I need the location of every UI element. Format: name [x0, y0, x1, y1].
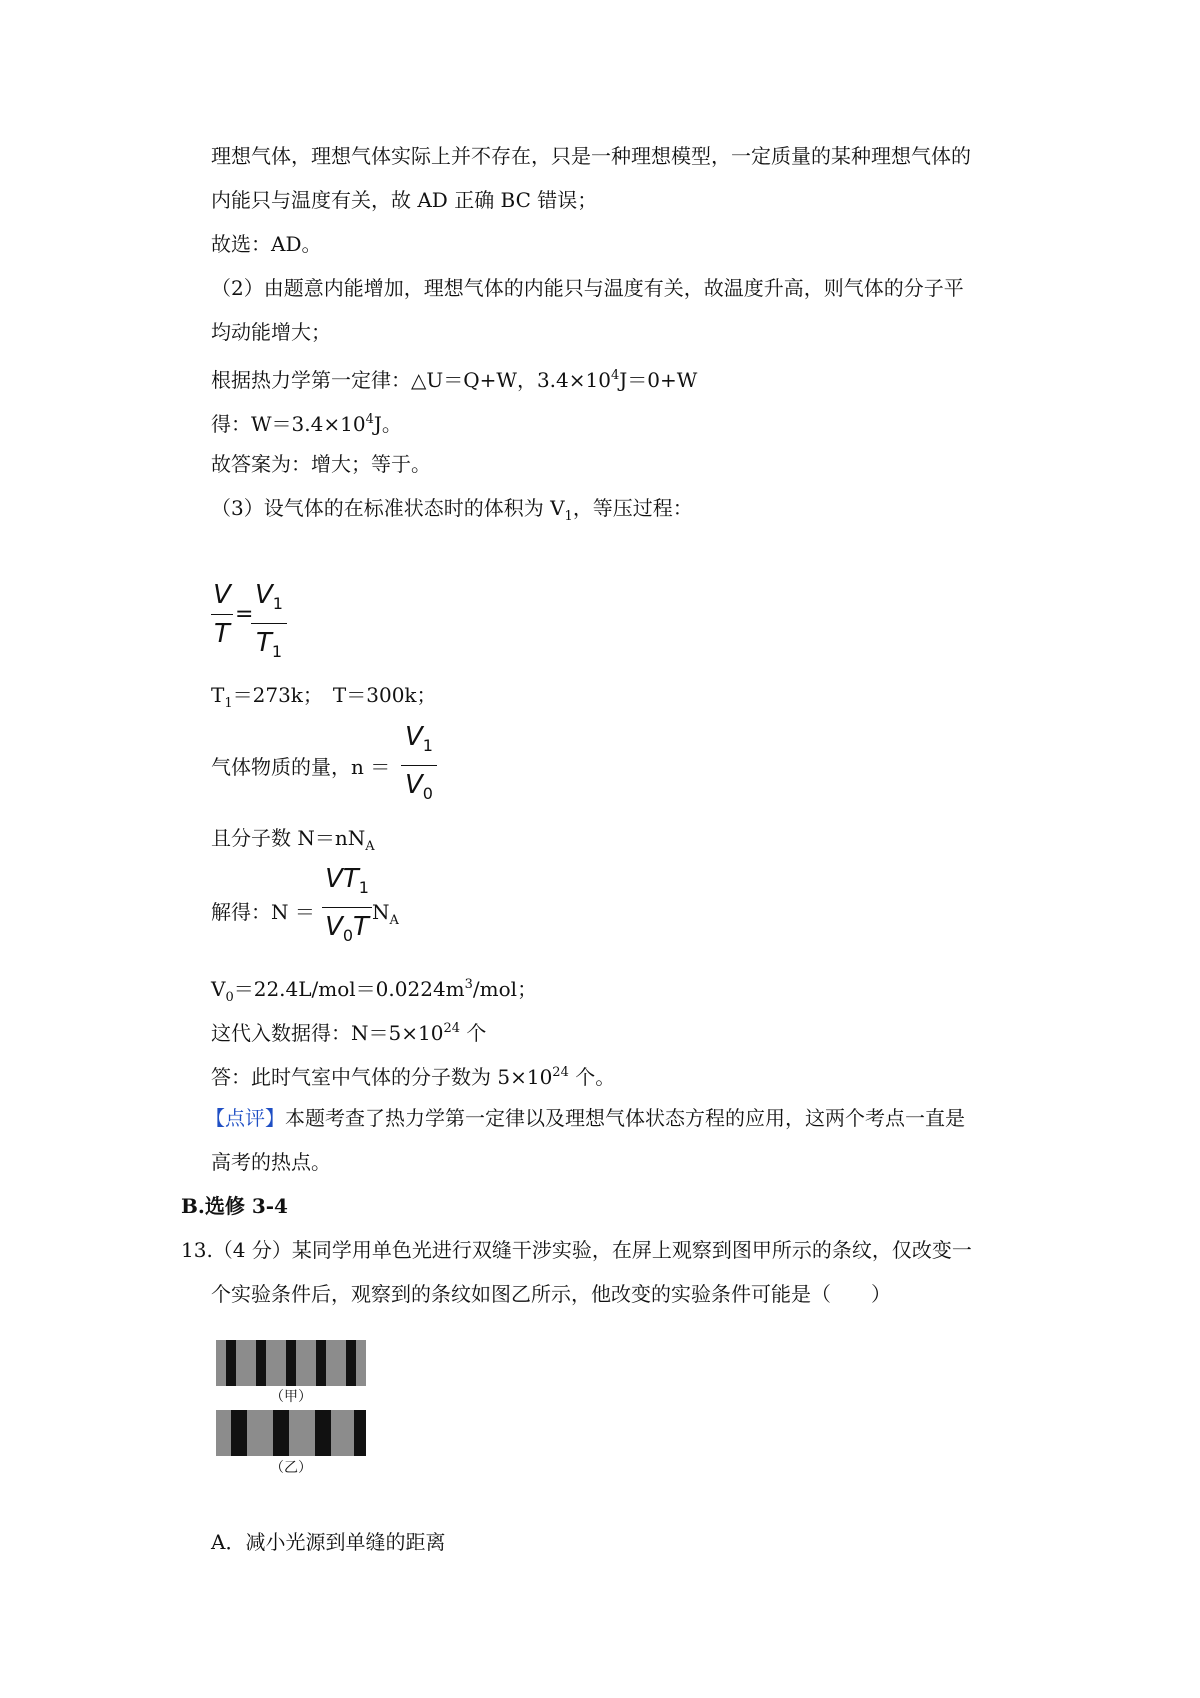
- text-span: 根据热力学第一定律：△U＝Q+W，3.4×10: [211, 368, 611, 392]
- text-span: T: [211, 683, 225, 707]
- formula-molar-amount: [401, 720, 437, 811]
- text-line: 故答案为：增大；等于。: [211, 452, 431, 476]
- text-line: 故选：AD。: [211, 232, 322, 256]
- text-line: [211, 972, 537, 1011]
- var: V: [255, 580, 273, 610]
- dark-fringe: [346, 1340, 356, 1386]
- superscript: 24: [443, 1021, 460, 1036]
- text-line: [211, 495, 693, 530]
- subscript: 0: [422, 784, 433, 803]
- superscript: 4: [365, 412, 374, 427]
- fraction-bar: [401, 765, 437, 766]
- text-line: 理想气体，理想气体实际上并不存在，只是一种理想模型，一定质量的某种理想气体的: [211, 144, 971, 168]
- text-line: [211, 1060, 615, 1090]
- subscript: 0: [342, 926, 354, 945]
- review-tag: 【点评】: [205, 1106, 285, 1130]
- formula-gay-lussac: [211, 578, 331, 668]
- dark-fringe: [315, 1410, 331, 1456]
- formula-denominator: [251, 626, 287, 669]
- fraction-bar: [211, 614, 233, 615]
- text-span: ＝22.4L/mol＝0.0224m: [233, 977, 465, 1001]
- text-span: /mol；: [472, 977, 538, 1001]
- text-span: ，等压过程：: [572, 496, 693, 520]
- formula-denominator: T: [214, 619, 230, 649]
- text-line: [211, 825, 375, 860]
- subscript: A: [389, 913, 399, 928]
- text-line: 高考的热点。: [211, 1150, 331, 1174]
- dark-fringe: [316, 1340, 326, 1386]
- var: V: [325, 912, 343, 942]
- text-line: [211, 407, 402, 437]
- interference-figure: [216, 1340, 366, 1480]
- formula-numerator: V: [213, 580, 231, 610]
- section-heading: B.选修 3-4: [181, 1194, 288, 1218]
- question-13-line: 13.（4 分）某同学用单色光进行双缝干涉实验，在屏上观察到图甲所示的条纹，仅改变一: [181, 1238, 972, 1262]
- text-line: 均动能增大；: [211, 320, 331, 344]
- dark-fringe: [226, 1340, 236, 1386]
- figure-caption-b: （乙）: [270, 1460, 312, 1476]
- text-span: J。: [373, 412, 402, 436]
- text-span: ＝273k； T＝300k；: [232, 683, 437, 707]
- subscript: 1: [358, 878, 369, 897]
- text-span: 得：W＝3.4×10: [211, 412, 366, 436]
- fringe-pattern-a: [216, 1340, 366, 1386]
- subscript: 1: [272, 594, 283, 613]
- var: VT: [325, 864, 359, 894]
- subscript: A: [365, 839, 375, 854]
- text-line: [211, 682, 437, 717]
- var: V: [405, 722, 423, 752]
- dark-fringe: [256, 1340, 266, 1386]
- formula-molecule-count: [322, 862, 372, 953]
- formula-numerator: [251, 578, 287, 621]
- equals-sign: =: [235, 602, 254, 627]
- subscript: 1: [422, 736, 433, 755]
- text-span: V: [211, 977, 226, 1001]
- text-span: N: [372, 900, 390, 924]
- text-line: （2）由题意内能增加，理想气体的内能只与温度有关，故温度升高，则气体的分子平: [211, 276, 964, 300]
- fraction-bar: [322, 907, 372, 908]
- formula-denominator: [401, 768, 437, 811]
- formula-numerator: [401, 720, 437, 763]
- text-span: 且分子数 N＝nN: [211, 826, 366, 850]
- text-span: 个。: [568, 1065, 616, 1089]
- review-text: 本题考查了热力学第一定律以及理想气体状态方程的应用，这两个考点一直是: [285, 1106, 965, 1130]
- var: T: [255, 628, 272, 658]
- text-line: 解得：N ＝: [211, 900, 315, 924]
- formula-denominator: [322, 910, 372, 953]
- subscript: 1: [564, 509, 573, 524]
- var: V: [405, 770, 423, 800]
- text-line: [211, 363, 697, 393]
- text-span: 个: [459, 1021, 487, 1045]
- subscript: 1: [224, 696, 233, 711]
- dark-fringe: [273, 1410, 289, 1456]
- text-span: J＝0+W: [619, 368, 698, 392]
- superscript: 24: [552, 1065, 569, 1080]
- subscript: 1: [271, 642, 283, 661]
- question-13-line: 个实验条件后，观察到的条纹如图乙所示，他改变的实验条件可能是（ ）: [211, 1282, 891, 1306]
- fringe-pattern-b: [216, 1410, 366, 1456]
- text-span: 这代入数据得：N＝5×10: [211, 1021, 444, 1045]
- text-line: [211, 1016, 486, 1046]
- dark-fringe: [354, 1410, 367, 1456]
- text-span: 答：此时气室中气体的分子数为 5×10: [211, 1065, 553, 1089]
- dark-fringe: [286, 1340, 296, 1386]
- superscript: 4: [610, 368, 620, 383]
- text-line: [372, 899, 399, 934]
- text-span: （3）设气体的在标准状态时的体积为 V: [211, 496, 565, 520]
- text-line: 气体物质的量，n ＝: [211, 755, 391, 779]
- text-line: 内能只与温度有关，故 AD 正确 BC 错误；: [211, 188, 598, 212]
- dark-fringe: [231, 1410, 247, 1456]
- review-line: [205, 1105, 965, 1131]
- fraction-bar: [251, 623, 287, 624]
- option-a: A．减小光源到单缝的距离: [211, 1530, 446, 1554]
- superscript: 3: [464, 977, 473, 992]
- figure-caption-a: （甲）: [270, 1389, 312, 1405]
- formula-numerator: [322, 862, 372, 905]
- subscript: 0: [225, 990, 234, 1005]
- var: T: [353, 912, 369, 942]
